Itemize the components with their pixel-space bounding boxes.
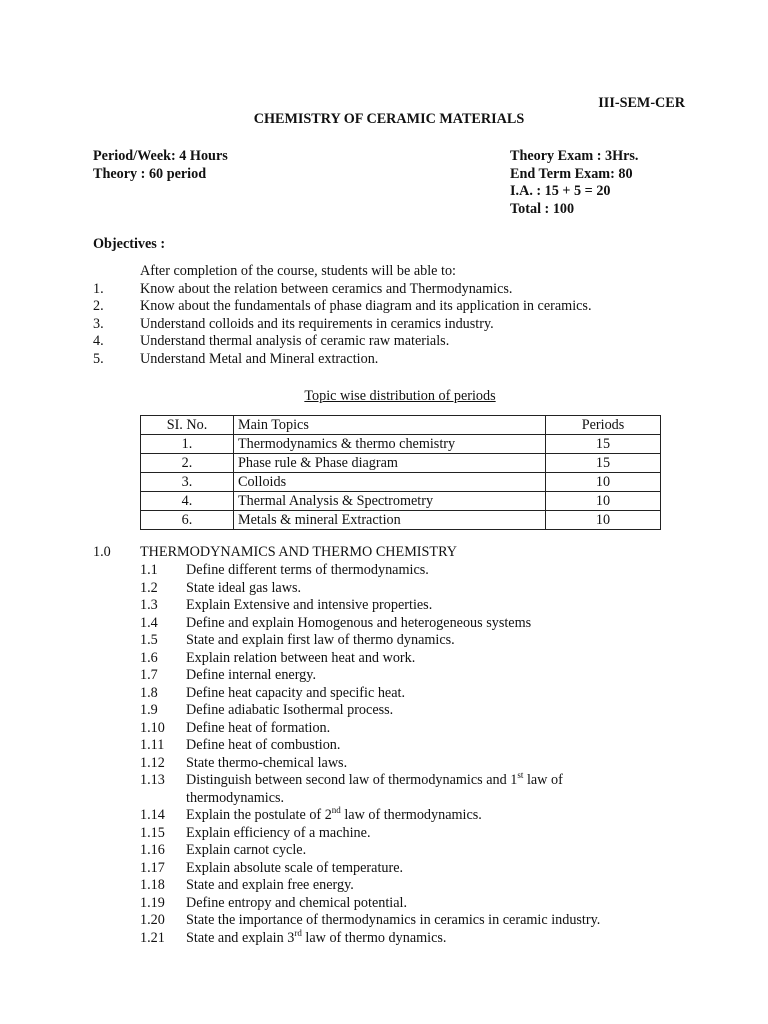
list-item: 1.20 State the importance of thermodynamics in ceramics in ceramic industry. <box>140 912 601 928</box>
objectives-intro: After completion of the course, students will be able to: <box>140 263 456 279</box>
objective-item: 1. Know about the relation between ceramics and Thermodynamics. <box>93 280 513 297</box>
table-cell: 2. <box>141 454 234 473</box>
list-item: 1.14 Explain the postulate of 2nd law of thermodynamics. <box>140 805 482 823</box>
objectives-list <box>93 263 693 368</box>
table-header-row <box>141 416 661 435</box>
semester-code: III-SEM-CER <box>598 95 685 111</box>
theory-periods: Theory : 60 period <box>93 165 207 182</box>
list-item: 1.12 State thermo-chemical laws. <box>140 754 348 771</box>
table-cell: 15 <box>546 454 661 473</box>
table-cell: 4. <box>141 492 234 511</box>
section-title: THERMODYNAMICS AND THERMO CHEMISTRY <box>140 544 458 560</box>
list-item: 1.13 Distinguish between second law of thermodynamics and 1st law of thermodynamics. <box>140 770 563 806</box>
table-cell: 3. <box>141 473 234 492</box>
list-item: 1.10 Define heat of formation. <box>140 719 331 736</box>
list-item: 1.21 State and explain 3rd law of thermo dynamics. <box>140 927 447 946</box>
objective-item: 2. Know about the fundamentals of phase diagram and its application in ceramics. <box>93 298 592 314</box>
table-cell: Colloids <box>234 473 546 492</box>
list-item: 1.17 Explain absolute scale of temperature. <box>140 859 404 876</box>
header-cell: Periods <box>546 416 661 435</box>
theory-exam: Theory Exam : 3Hrs. <box>510 148 639 164</box>
table-cell: 10 <box>546 511 661 530</box>
table-caption: Topic wise distribution of periods <box>304 388 496 404</box>
table-cell: Thermodynamics & thermo chemistry <box>234 435 546 454</box>
period-distribution-table <box>140 415 661 530</box>
table-cell: 15 <box>546 435 661 454</box>
list-item: 1.4 Define and explain Homogenous and heterogeneous systems <box>140 614 532 631</box>
list-item: 1.19 Define entropy and chemical potential. <box>140 894 408 911</box>
section-items <box>140 562 700 947</box>
table-cell: Phase rule & Phase diagram <box>234 454 546 473</box>
section-heading <box>93 544 457 562</box>
list-item: 1.3 Explain Extensive and intensive properties. <box>140 597 433 613</box>
table-row <box>141 473 661 492</box>
table-cell: 10 <box>546 473 661 492</box>
period-info <box>93 148 228 183</box>
objective-item: 4. Understand thermal analysis of ceramic raw materials. <box>93 333 450 349</box>
header-cell: Main Topics <box>234 416 546 435</box>
table-cell: 10 <box>546 492 661 511</box>
list-item: 1.5 State and explain first law of thermo dynamics. <box>140 632 455 648</box>
list-item: 1.16 Explain carnot cycle. <box>140 842 307 858</box>
objective-item: 5. Understand Metal and Mineral extraction. <box>93 350 379 367</box>
table-row <box>141 492 661 511</box>
list-item: 1.15 Explain efficiency of a machine. <box>140 824 371 841</box>
end-term-exam: End Term Exam: 80 <box>510 165 633 182</box>
period-week: Period/Week: 4 Hours <box>93 148 228 164</box>
list-item: 1.6 Explain relation between heat and work. <box>140 649 416 666</box>
list-item: 1.18 State and explain free energy. <box>140 877 354 893</box>
table-cell: Metals & mineral Extraction <box>234 511 546 530</box>
table-row <box>141 454 661 473</box>
header-cell: SI. No. <box>141 416 234 435</box>
table-cell: 6. <box>141 511 234 530</box>
list-item: 1.7 Define internal energy. <box>140 667 316 683</box>
course-title: CHEMISTRY OF CERAMIC MATERIALS <box>253 111 525 127</box>
objectives-heading: Objectives : <box>93 236 166 252</box>
table-row <box>141 511 661 530</box>
internal-assessment: I.A. : 15 + 5 = 20 <box>510 183 611 199</box>
list-item: 1.11 Define heat of combustion. <box>140 737 341 753</box>
list-item: 1.9 Define adiabatic Isothermal process. <box>140 702 394 718</box>
list-item: 1.1 Define different terms of thermodynamics. <box>140 562 429 578</box>
section-number: 1.0 <box>93 544 111 560</box>
exam-info <box>510 148 638 218</box>
table-cell: Thermal Analysis & Spectrometry <box>234 492 546 511</box>
list-item: 1.8 Define heat capacity and specific heat. <box>140 684 405 701</box>
list-item: 1.2 State ideal gas laws. <box>140 579 302 596</box>
table-cell: 1. <box>141 435 234 454</box>
table-row <box>141 435 661 454</box>
total-marks: Total : 100 <box>510 200 575 217</box>
objective-item: 3. Understand colloids and its requirements in ceramics industry. <box>93 315 494 332</box>
